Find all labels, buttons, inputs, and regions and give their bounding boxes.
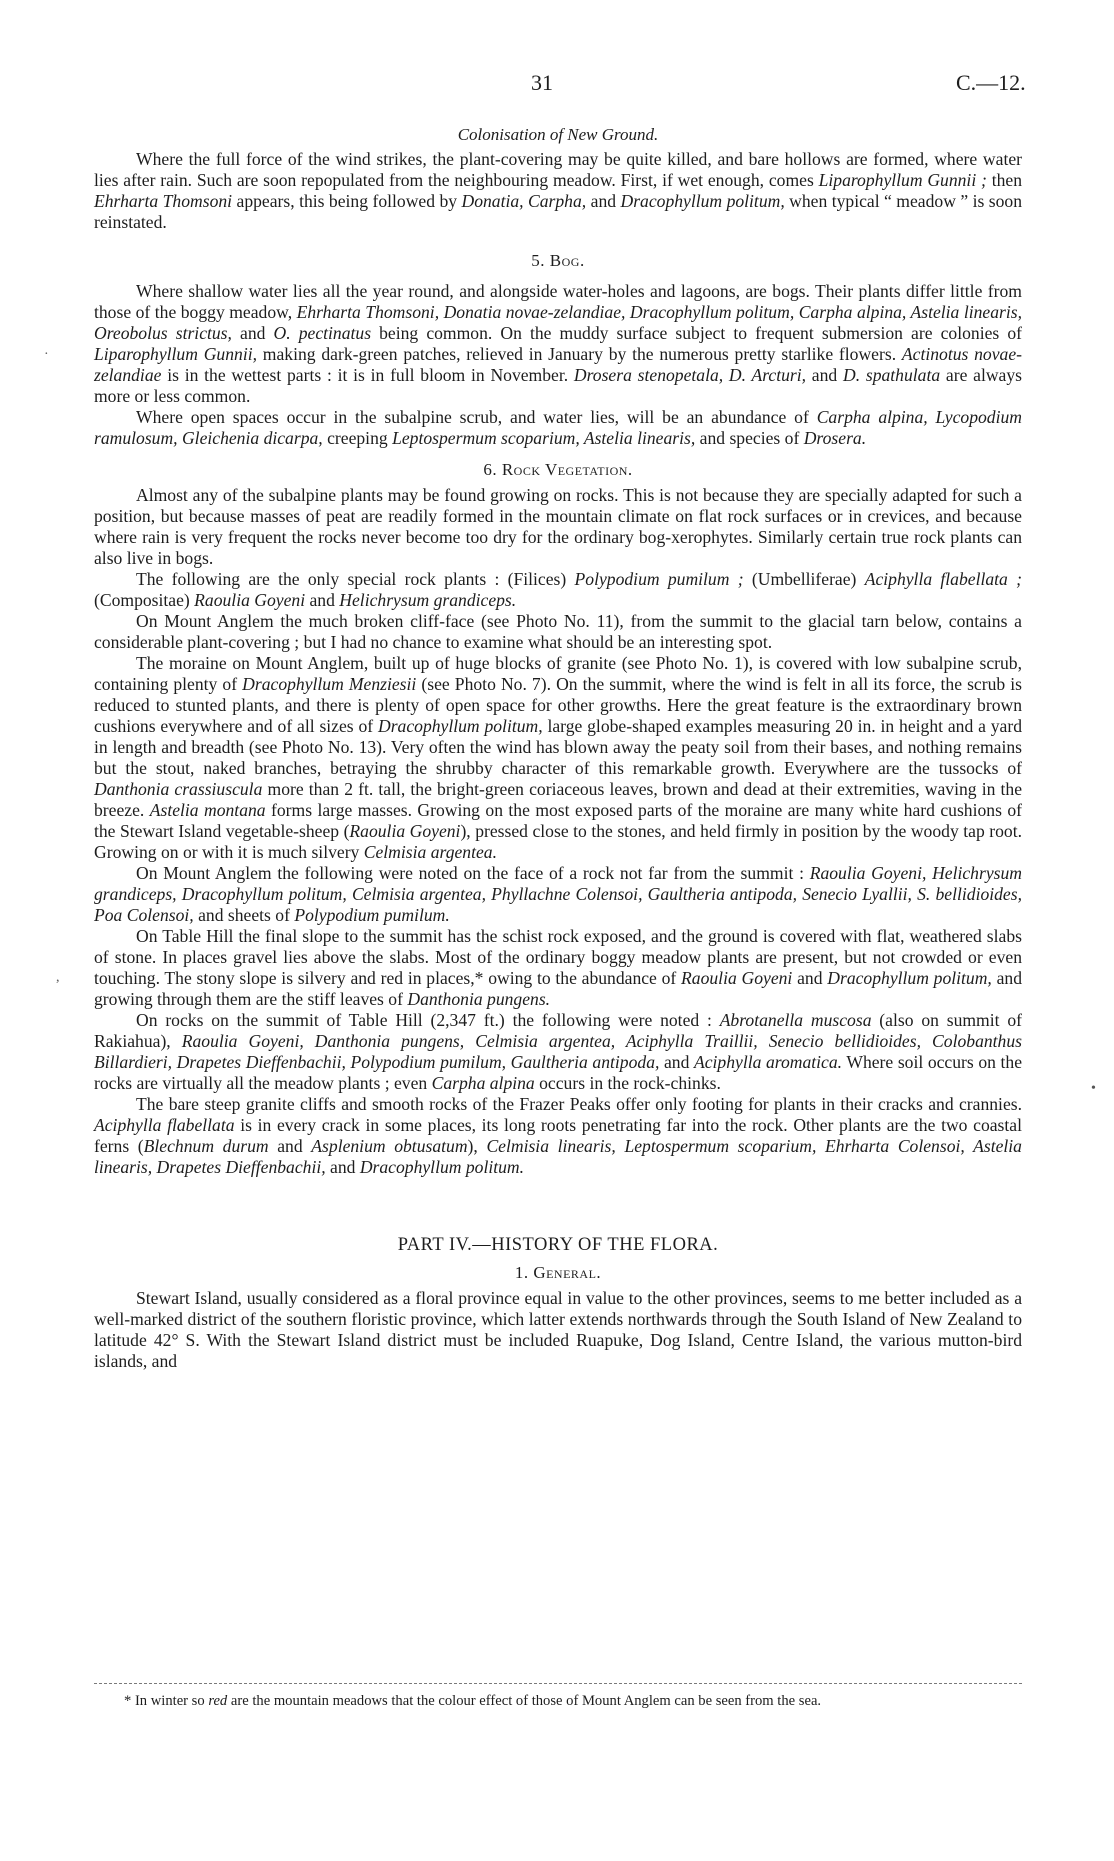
paragraph: On Mount Anglem the following were noted on the face of a rock not far from the summit : Raoulia Goyeni, Helichrysum grandiceps, Dracophyllum politum, Celmisia argentea, Phyllachne Colensoi, Gaultheria antipoda, Senecio Lyallii, S. bellidioides, Poa Colensoi, and sheets of Polypodium pumilum. <box>94 863 1022 925</box>
paragraph: Stewart Island, usually considered as a floral province equal in value to the other provinces, seems to me better included as a well-marked district of the southern floristic province, which latter extends northwards through the South Island of New Zealand to latitude 42° S. With the Stewart Island district must be included Ruapuke, Dog Island, Centre Island, the various mutton-bird islands, and <box>94 1288 1022 1371</box>
section-heading: 1. General. <box>514 1263 602 1282</box>
paragraph: Almost any of the subalpine plants may be found growing on rocks. This is not because they are specially adapted for such a position, but because masses of peat are readily formed in the mountain climate on flat rock surfaces or in crevices, and because where rain is very frequent the rocks never become too dry for the ordinary bog-xerophytes. Similarly certain true rock plants can also live in bogs. <box>94 485 1022 568</box>
paragraph: The bare steep granite cliffs and smooth rocks of the Frazer Peaks offer only footing for plants in their cracks and crannies. Aciphylla flabellata is in every crack in some places, its long roots penetrating far into the rock. Other plants are the two coastal ferns (Blechnum durum and Asplenium obtusatum), Celmisia linearis, Leptospermum scoparium, Ehrharta Colensoi, Astelia linearis, Drapetes Dieffenbachii, and Dracophyllum politum. <box>94 1094 1022 1177</box>
body-text <box>94 124 1022 1372</box>
document-reference: C.—12. <box>956 70 1026 95</box>
margin-speck: • <box>1091 1081 1096 1096</box>
paragraph: On Table Hill the final slope to the summit has the schist rock exposed, and the ground is covered with flat, weathered slabs of stone. In places gravel lies above the slabs. Most of the ordinary boggy meadow plants are present, but not crowded or even touching. The stony slope is silvery and red in places,* owing to the abundance of Raoulia Goyeni and Dracophyllum politum, and growing through them are the stiff leaves of Danthonia pungens. <box>94 926 1022 1009</box>
section-heading: 6. Rock Vegetation. <box>483 460 633 479</box>
paragraph: Where shallow water lies all the year round, and alongside water-holes and lagoons, are bogs. Their plants differ little from those of the boggy meadow, Ehrharta Thomsoni, Donatia novae-zelandiae, Dracophyllum politum, Carpha alpina, Astelia linearis, Oreobolus strictus, and O. pectinatus being common. On the muddy surface subject to frequent submersion are colonies of Liparophyllum Gunnii, making dark-green patches, relieved in January by the numerous pretty starlike flowers. Actinotus novae-zelandiae is in the wettest parts : it is in full bloom in November. Drosera stenopetala, D. Arcturi, and D. spathulata are always more or less common. <box>94 281 1023 406</box>
margin-speck: · <box>44 347 49 362</box>
margin-speck: , <box>56 970 60 985</box>
paragraph: Where open spaces occur in the subalpine scrub, and water lies, will be an abundance of Carpha alpina, Lycopodium ramulosum, Gleichenia dicarpa, creeping Leptospermum scoparium, Astelia linearis, and species of Drosera. <box>94 407 1022 448</box>
section-heading: Colonisation of New Ground. <box>457 125 659 144</box>
footnote-text: * In winter so red are the mountain meadows that the colour effect of those of Mount Anglem can be seen from the sea. <box>124 1693 822 1709</box>
footnote <box>94 1692 1022 1711</box>
paragraph: The moraine on Mount Anglem, built up of huge blocks of granite (see Photo No. 1), is covered with low subalpine scrub, containing plenty of Dracophyllum Menziesii (see Photo No. 7). On the summit, where the wind is felt in all its force, the scrub is reduced to stunted plants, and there is plenty of open space for other growths. Here the great feature is the extraordinary brown cushions everywhere and of all sizes of Dracophyllum politum, large globe-shaped examples measuring 20 in. in height and a yard in length and breadth (see Photo No. 13). Very often the wind has blown away the peaty soil from their bases, and nothing remains but the stout, naked branches, betraying the shrubby character of this remarkable growth. Everywhere are the tussocks of Danthonia crassiuscula more than 2 ft. tall, the bright-green coriaceous leaves, brown and dead at their extremities, waving in the breeze. Astelia montana forms large masses. Growing on the most exposed parts of the moraine are many white hard cushions of the Stewart Island vegetable-sheep (Raoulia Goyeni), pressed close to the stones, and held firmly in position by the woody tap root. Growing on or with it is much silvery Celmisia argentea. <box>94 653 1023 862</box>
page-number: 31 <box>531 70 553 95</box>
paragraph: On Mount Anglem the much broken cliff-face (see Photo No. 11), from the summit to the glacial tarn below, contains a considerable plant-covering ; but I had no chance to examine what should be an interesting spot. <box>94 611 1022 652</box>
paragraph: The following are the only special rock plants : (Filices) Polypodium pumilum ; (Umbelliferae) Aciphylla flabellata ; (Compositae) Raoulia Goyeni and Helichrysum grandiceps. <box>94 569 1022 610</box>
footnote-rule <box>94 1683 1022 1684</box>
paragraph: Where the full force of the wind strikes, the plant-covering may be quite killed, and bare hollows are formed, where water lies after rain. Such are soon repopulated from the neighbouring meadow. First, if wet enough, comes Liparophyllum Gunnii ; then Ehrharta Thomsoni appears, this being followed by Donatia, Carpha, and Dracophyllum politum, when typical “ meadow ” is soon reinstated. <box>94 149 1023 232</box>
section-heading: 5. Bog. <box>531 251 585 270</box>
section-heading: PART IV.—HISTORY OF THE FLORA. <box>397 1235 719 1255</box>
paragraph: On rocks on the summit of Table Hill (2,347 ft.) the following were noted : Abrotanella muscosa (also on summit of Rakiahua), Raoulia Goyeni, Danthonia pungens, Celmisia argentea, Aciphylla Traillii, Senecio bellidioides, Colobanthus Billardieri, Drapetes Dieffenbachii, Polypodium pumilum, Gaultheria antipoda, and Aciphylla aromatica. Where soil occurs on the rocks are virtually all the meadow plants ; even Carpha alpina occurs in the rock-chinks. <box>94 1010 1023 1093</box>
